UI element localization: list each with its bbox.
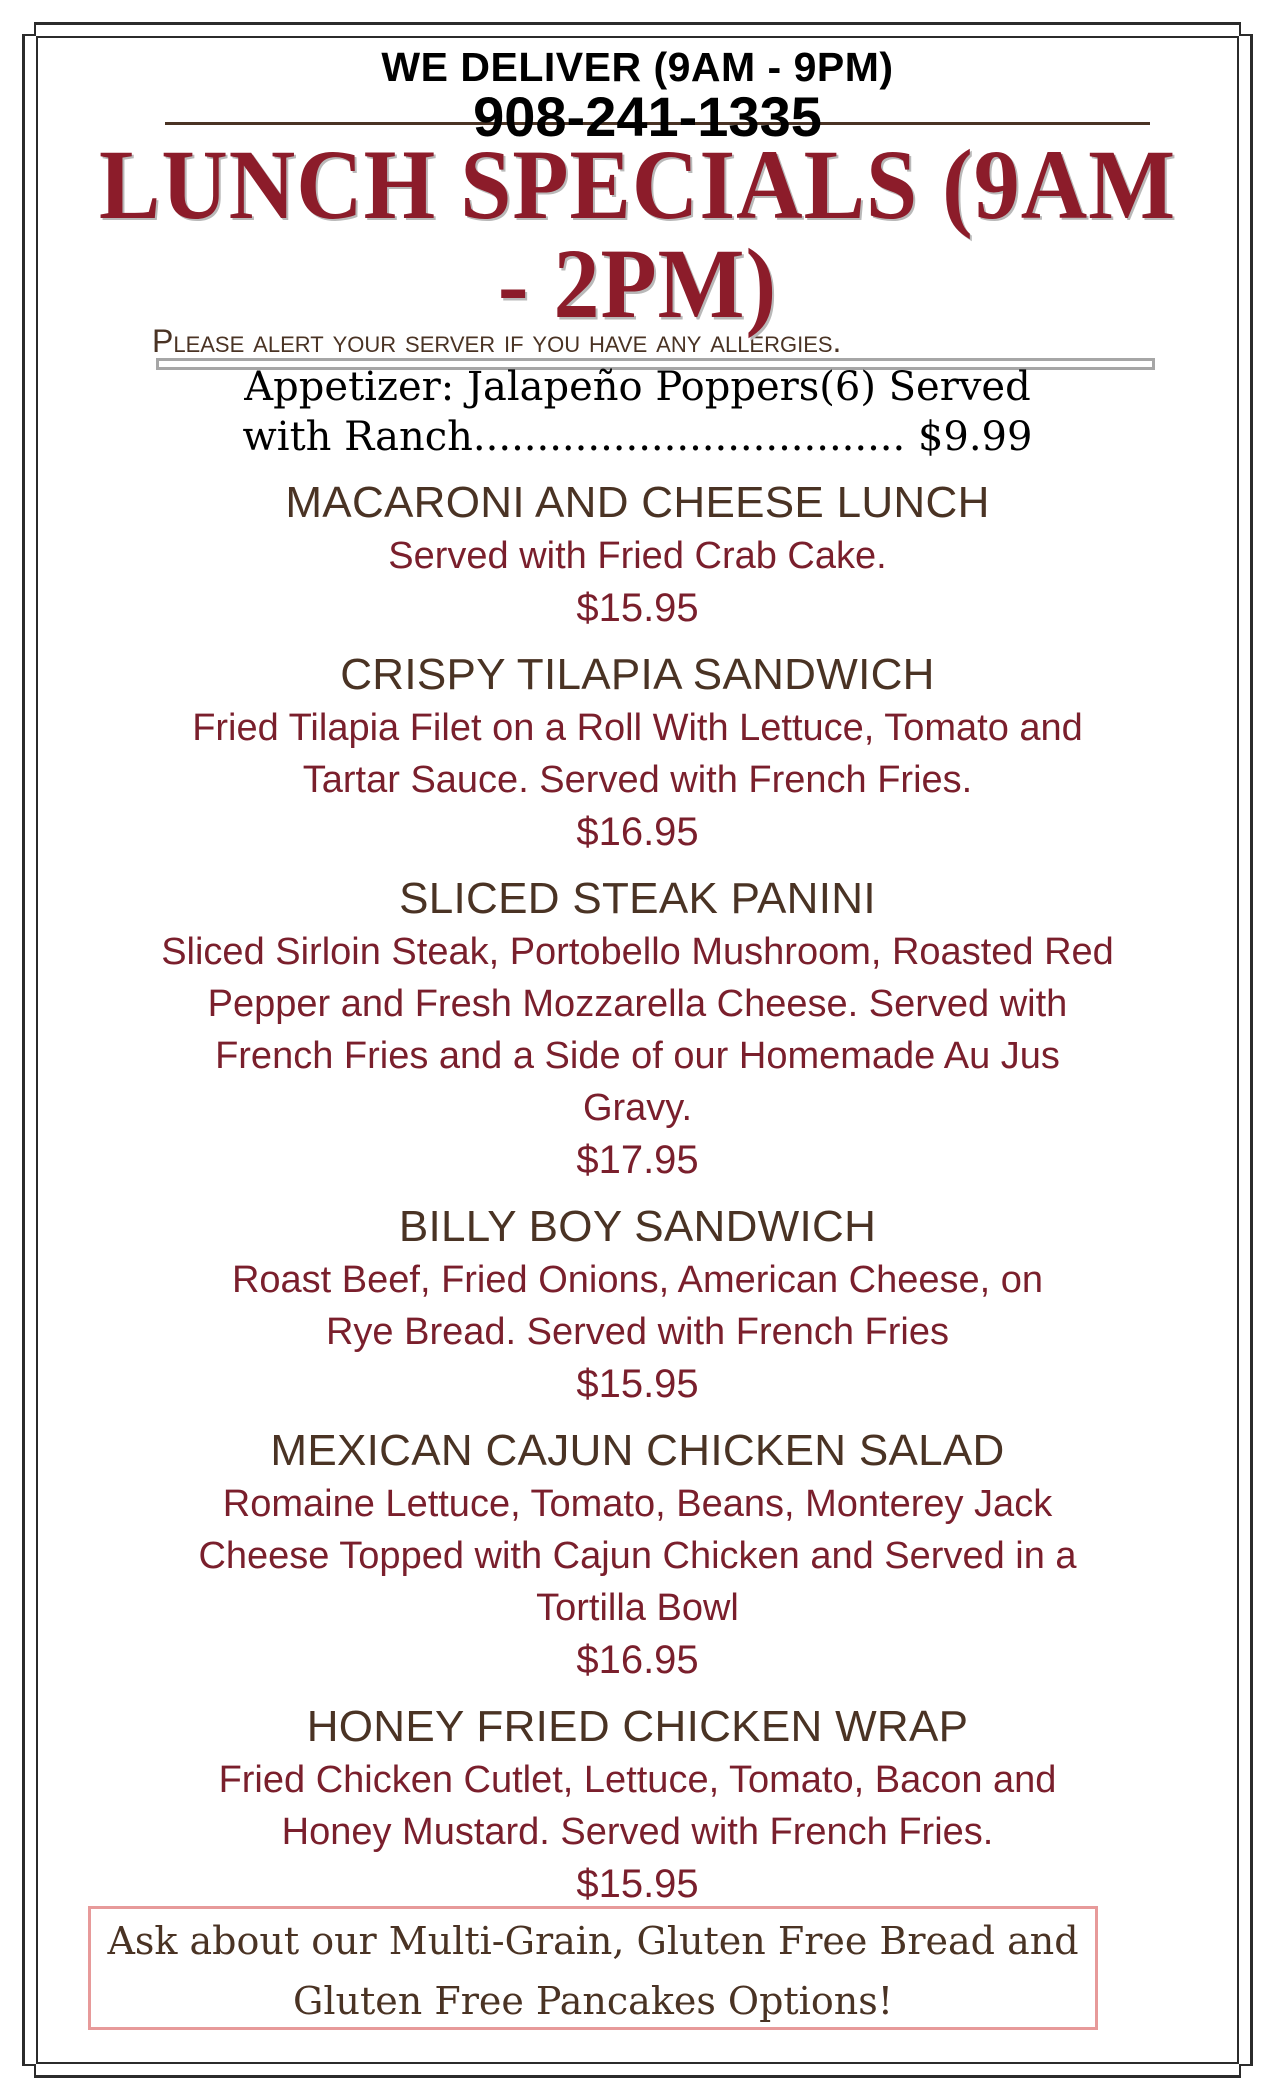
item-description: Roast Beef, Fried Onions, American Cheese, on Rye Bread. Served with French Fries xyxy=(231,1259,1044,1353)
item-name: MEXICAN CAJUN CHICKEN SALAD xyxy=(270,1426,1005,1475)
menu-item xyxy=(80,1200,1195,1410)
item-name: HONEY FRIED CHICKEN WRAP xyxy=(306,1702,969,1751)
item-description: Romaine Lettuce, Tomato, Beans, Monterey Jack Cheese Topped with Cajun Chicken and Served in a Tortilla Bowl xyxy=(198,1483,1077,1629)
item-name: CRISPY TILAPIA SANDWICH xyxy=(340,650,935,699)
menu-item xyxy=(80,476,1195,634)
phone-number[interactable]: 908-241-1335 xyxy=(473,85,822,148)
gluten-free-notice xyxy=(88,1906,1098,2030)
frame-corner-bottom-right xyxy=(1239,2064,1255,2080)
menu-item xyxy=(80,648,1195,858)
frame-corner-top-left xyxy=(20,20,36,36)
frame-corner-top-right xyxy=(1239,20,1255,36)
page-title: LUNCH SPECIALS (9AM - 2PM) xyxy=(98,129,1177,339)
item-name: MACARONI AND CHEESE LUNCH xyxy=(285,478,990,527)
menu-content xyxy=(80,44,1195,1910)
menu-item xyxy=(80,1700,1195,1910)
menu-item xyxy=(80,872,1195,1186)
item-price: $16.95 xyxy=(576,1638,699,1682)
item-price: $16.95 xyxy=(576,810,699,854)
item-name: BILLY BOY SANDWICH xyxy=(398,1202,877,1251)
appetizer-line-1: Appetizer: Jalapeño Poppers(6) Served xyxy=(244,364,1031,410)
item-price: $17.95 xyxy=(576,1138,699,1182)
notice-line-1: Ask about our Multi-Grain, Gluten Free Bread and xyxy=(107,1919,1079,1963)
item-name: SLICED STEAK PANINI xyxy=(399,874,876,923)
menu-item xyxy=(80,1424,1195,1686)
item-price: $15.95 xyxy=(576,586,699,630)
item-description: Fried Tilapia Filet on a Roll With Lettuce, Tomato and Tartar Sauce. Served with French Fries. xyxy=(192,707,1083,801)
delivery-hours: WE DELIVER (9AM - 9PM) xyxy=(381,44,894,90)
frame-corner-bottom-left xyxy=(20,2064,36,2080)
item-price: $15.95 xyxy=(576,1362,699,1406)
appetizer-line-2: with Ranch.................................. $9.99 xyxy=(242,414,1033,460)
item-price: $15.95 xyxy=(576,1862,699,1906)
item-description: Sliced Sirloin Steak, Portobello Mushroom, Roasted Red Pepper and Fresh Mozzarella Cheese. Served with French Fries and a Side of our Homemade Au Jus Gravy. xyxy=(161,931,1114,1129)
allergy-notice: Please alert your server if you have any allergies. xyxy=(152,323,842,359)
appetizer-special xyxy=(80,362,1195,462)
notice-line-2: Gluten Free Pancakes Options! xyxy=(293,1979,893,2023)
item-description: Served with Fried Crab Cake. xyxy=(388,535,887,577)
item-description: Fried Chicken Cutlet, Lettuce, Tomato, Bacon and Honey Mustard. Served with French Fries. xyxy=(218,1759,1057,1853)
